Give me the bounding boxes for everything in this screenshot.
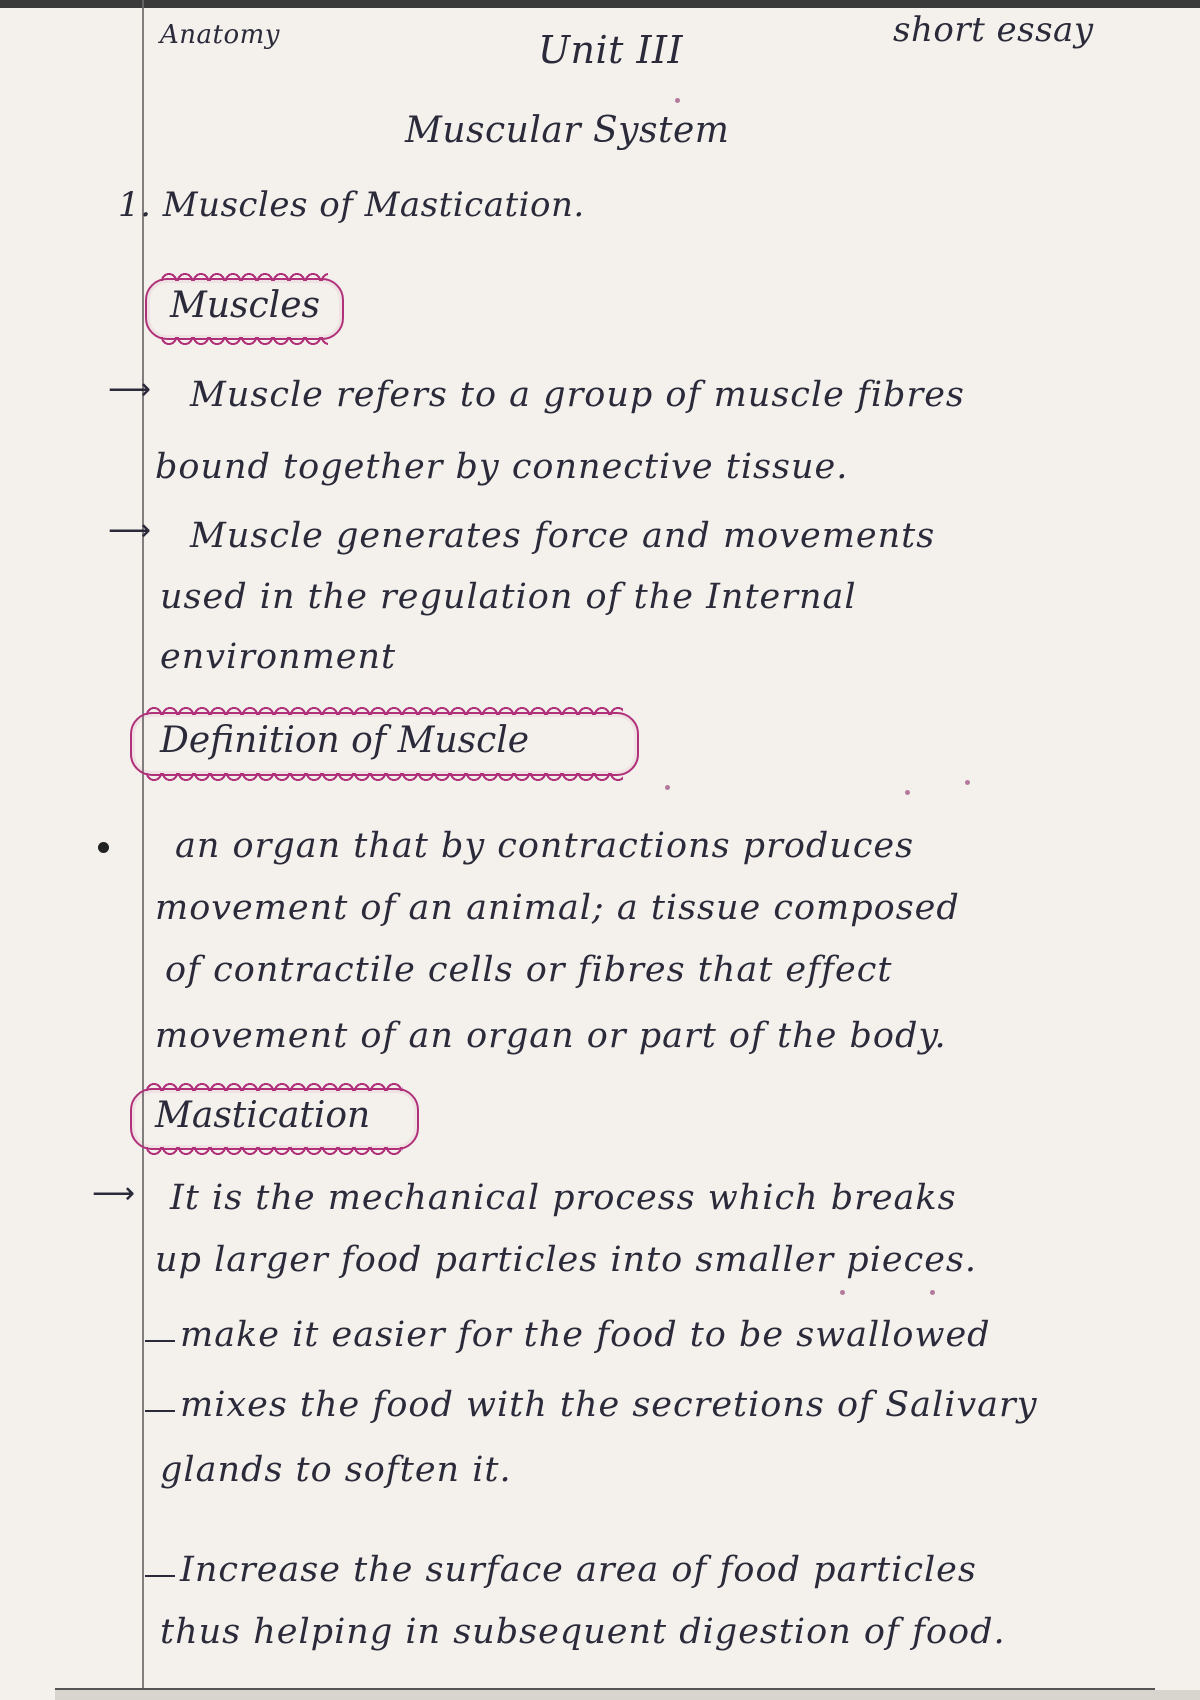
section-3-line-2: up larger food particles into smaller pieces. bbox=[155, 1240, 978, 1280]
question-number: 1. bbox=[118, 185, 152, 225]
section-3-line-6: Increase the surface area of food particles bbox=[180, 1550, 977, 1590]
arrow-icon: ⟶ bbox=[92, 1176, 136, 1211]
ink-speck bbox=[905, 790, 910, 795]
page-bottom-edge bbox=[55, 1690, 1200, 1700]
section-1-line-5: environment bbox=[160, 637, 397, 677]
ink-speck bbox=[675, 98, 680, 103]
section-heading-definition: Definition of Muscle bbox=[160, 720, 530, 761]
ink-speck bbox=[965, 780, 970, 785]
section-3-line-5: glands to soften it. bbox=[160, 1450, 512, 1490]
section-3-line-3: make it easier for the food to be swallowed bbox=[180, 1315, 991, 1355]
ink-speck bbox=[665, 785, 670, 790]
section-heading-muscles: Muscles bbox=[170, 285, 320, 326]
question-text: Muscles of Mastication. bbox=[162, 185, 585, 225]
section-1-line-3: Muscle generates force and movements bbox=[190, 516, 936, 556]
page-top-edge bbox=[0, 0, 1200, 8]
arrow-icon: ⟶ bbox=[108, 372, 152, 407]
section-3-line-7: thus helping in subsequent digestion of food. bbox=[160, 1612, 1006, 1652]
bullet-icon bbox=[98, 842, 109, 853]
section-3-line-1: It is the mechanical process which breaks bbox=[170, 1178, 957, 1218]
section-2-line-3: of contractile cells or fibres that effect bbox=[165, 950, 893, 990]
section-1-line-1: Muscle refers to a group of muscle fibres bbox=[190, 375, 965, 415]
section-2-line-2: movement of an animal; a tissue composed bbox=[155, 888, 960, 928]
section-2-line-4: movement of an organ or part of the body. bbox=[155, 1016, 947, 1056]
section-1-line-2: bound together by connective tissue. bbox=[155, 447, 849, 487]
dash-marker bbox=[145, 1410, 175, 1412]
margin-line bbox=[142, 0, 144, 1700]
header-type: short essay bbox=[893, 10, 1094, 50]
section-heading-mastication: Mastication bbox=[155, 1095, 371, 1136]
page-title: Muscular System bbox=[405, 110, 730, 151]
section-2-line-1: an organ that by contractions produces bbox=[175, 826, 915, 866]
dash-marker bbox=[145, 1575, 175, 1577]
question-line bbox=[118, 185, 585, 225]
section-3-line-4: mixes the food with the secretions of Salivary bbox=[180, 1385, 1038, 1425]
dash-marker bbox=[145, 1340, 175, 1342]
header-unit: Unit III bbox=[538, 28, 684, 72]
ink-speck bbox=[930, 1290, 935, 1295]
header-subject: Anatomy bbox=[160, 20, 280, 50]
ink-speck bbox=[840, 1290, 845, 1295]
arrow-icon: ⟶ bbox=[108, 513, 152, 548]
section-1-line-4: used in the regulation of the Internal bbox=[160, 577, 857, 617]
